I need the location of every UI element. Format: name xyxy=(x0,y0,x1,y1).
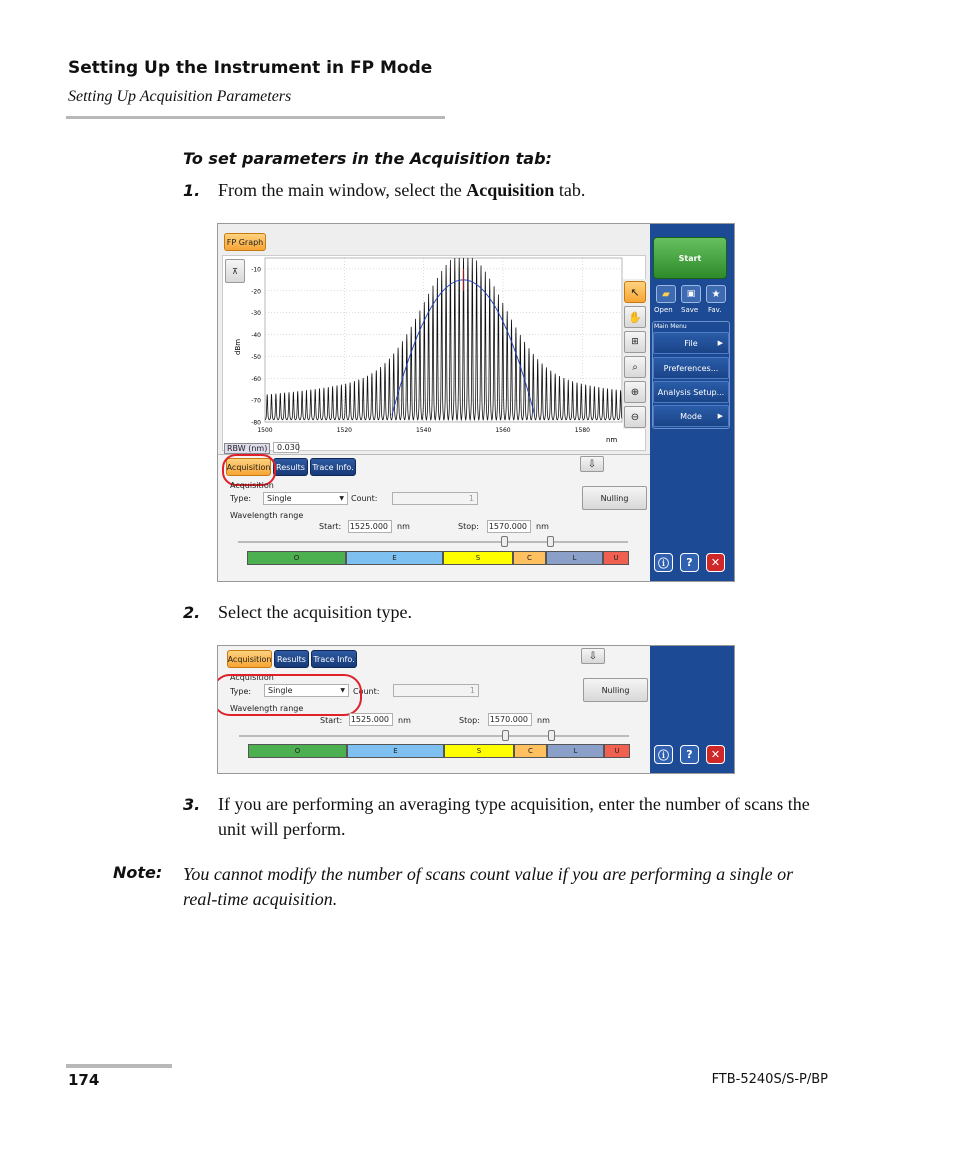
open-label: Open xyxy=(654,306,673,314)
type-select[interactable]: Single ▼ xyxy=(264,684,349,697)
note-label: Note: xyxy=(113,863,163,882)
pointer-icon[interactable]: ↖ xyxy=(624,281,646,303)
x-tick-label: 1540 xyxy=(416,427,432,434)
main-menu-label: Main Menu xyxy=(654,323,687,330)
x-tick-label: 1580 xyxy=(574,427,590,434)
y-tick-label: -40 xyxy=(251,332,261,340)
band-e: E xyxy=(347,744,444,758)
section-title: Setting Up the Instrument in FP Mode xyxy=(68,58,433,78)
procedure-title: To set parameters in the Acquisition tab: xyxy=(183,149,552,168)
band-l: L xyxy=(546,551,603,565)
count-input[interactable]: 1 xyxy=(392,492,478,505)
start-unit: nm xyxy=(398,716,411,725)
marker-icon[interactable]: ⊼ xyxy=(225,259,245,283)
range-start-handle[interactable] xyxy=(502,730,509,741)
y-tick-label: -70 xyxy=(251,397,261,405)
menu-item-analysis-setup[interactable]: Analysis Setup... xyxy=(653,381,729,403)
chevron-down-icon: ▼ xyxy=(340,687,345,694)
tab-trace-info[interactable]: Trace Info. xyxy=(310,458,356,476)
stop-unit: nm xyxy=(537,716,550,725)
x-tick-label: 1560 xyxy=(495,427,511,434)
stop-unit: nm xyxy=(536,522,549,531)
acquisition-section-label: Acquisition xyxy=(230,673,274,682)
fp-graph-tab[interactable]: FP Graph xyxy=(224,233,266,251)
save-icon[interactable]: ▣ xyxy=(681,285,701,303)
type-select[interactable]: Single ▼ xyxy=(263,492,348,505)
open-folder-icon[interactable]: ▰ xyxy=(656,285,676,303)
graph-toolbar xyxy=(623,279,647,429)
start-unit: nm xyxy=(397,522,410,531)
stop-label: Stop: xyxy=(458,522,479,531)
band-o: O xyxy=(248,744,347,758)
tab-results[interactable]: Results xyxy=(273,458,308,476)
range-stop-handle[interactable] xyxy=(547,536,554,547)
count-label: Count: xyxy=(353,687,380,696)
zoom-in-icon[interactable]: ⊕ xyxy=(624,381,646,403)
product-model: FTB-5240S/S-P/BP xyxy=(711,1072,828,1087)
band-c: C xyxy=(513,551,546,565)
range-stop-handle[interactable] xyxy=(548,730,555,741)
zoom-fit-icon[interactable]: ⊞ xyxy=(624,331,646,353)
arrow-right-icon: ▶ xyxy=(717,412,723,420)
collapse-down-icon[interactable]: ⇩ xyxy=(581,648,605,664)
zoom-out-icon[interactable]: ⊖ xyxy=(624,406,646,428)
menu-item-file[interactable]: File ▶ xyxy=(653,332,729,354)
spectrum-trace xyxy=(265,258,622,420)
step-3-text: If you are performing an averaging type acquisition, enter the number of scans the unit will perform. xyxy=(218,794,810,839)
nulling-button[interactable]: Nulling xyxy=(583,678,648,702)
range-slider-track xyxy=(239,735,629,737)
y-tick-label: -50 xyxy=(251,353,261,361)
x-tick-label: 1520 xyxy=(336,427,352,434)
tab-acquisition[interactable]: Acquisition xyxy=(227,650,272,668)
arrow-right-icon: ▶ xyxy=(717,339,723,347)
close-icon[interactable]: ✕ xyxy=(706,745,725,764)
band-l: L xyxy=(547,744,604,758)
step-2-text: Select the acquisition type. xyxy=(218,602,412,622)
save-label: Save xyxy=(681,306,699,314)
fav-label: Fav. xyxy=(708,306,722,314)
stop-label: Stop: xyxy=(459,716,480,725)
step-3-number: 3. xyxy=(183,795,201,814)
stop-input[interactable]: 1570.000 xyxy=(487,520,531,533)
section-subtitle: Setting Up Acquisition Parameters xyxy=(68,88,292,105)
count-label: Count: xyxy=(351,494,378,503)
tab-trace-info[interactable]: Trace Info. xyxy=(311,650,357,668)
info-icon[interactable]: ⓘ xyxy=(654,553,673,572)
rbw-label: RBW (nm) xyxy=(224,443,270,454)
zoom-icon[interactable]: ⌕ xyxy=(624,356,646,378)
help-icon[interactable]: ? xyxy=(680,553,699,572)
band-c: C xyxy=(514,744,547,758)
y-axis-label: dBm xyxy=(234,338,242,355)
band-s: S xyxy=(444,744,514,758)
range-slider-track xyxy=(238,541,628,543)
x-axis-unit: nm xyxy=(606,436,618,444)
screenshot-main-window xyxy=(217,223,735,582)
step-1-number: 1. xyxy=(183,181,201,200)
tab-acquisition[interactable]: Acquisition xyxy=(226,458,271,476)
range-start-handle[interactable] xyxy=(501,536,508,547)
band-u: U xyxy=(603,551,629,565)
footer-rule xyxy=(66,1064,172,1068)
wavelength-range-label: Wavelength range xyxy=(230,511,304,520)
step-2-number: 2. xyxy=(183,603,201,622)
y-tick-label: -60 xyxy=(251,375,261,383)
spectrum-chart xyxy=(218,252,650,452)
right-sidebar xyxy=(650,224,735,582)
start-label: Start: xyxy=(319,522,342,531)
start-input[interactable]: 1525.000 xyxy=(348,520,392,533)
band-u: U xyxy=(604,744,630,758)
favorite-star-icon[interactable]: ★ xyxy=(706,285,726,303)
page-number: 174 xyxy=(68,1071,100,1089)
chevron-down-icon: ▼ xyxy=(339,495,344,502)
note-text: You cannot modify the number of scans count value if you are performing a single or real-time acquisition. xyxy=(183,864,794,909)
band-o: O xyxy=(247,551,346,565)
right-sidebar xyxy=(650,646,735,774)
tab-results[interactable]: Results xyxy=(274,650,309,668)
band-e: E xyxy=(346,551,443,565)
header-rule xyxy=(66,116,445,119)
menu-item-preferences[interactable]: Preferences... xyxy=(653,357,729,379)
step-1-text: From the main window, select the Acquisition tab. xyxy=(218,180,586,200)
y-tick-label: -30 xyxy=(251,310,261,318)
menu-item-mode[interactable]: Mode ▶ xyxy=(653,405,729,427)
y-tick-label: -10 xyxy=(251,266,261,274)
type-label: Type: xyxy=(230,687,252,696)
help-icon[interactable]: ? xyxy=(680,745,699,764)
type-label: Type: xyxy=(230,494,252,503)
hand-icon[interactable]: ✋ xyxy=(624,306,646,328)
y-tick-label: -20 xyxy=(251,288,261,296)
wavelength-range-label: Wavelength range xyxy=(230,704,304,713)
band-s: S xyxy=(443,551,513,565)
acquisition-section-label: Acquisition xyxy=(230,481,274,490)
start-input[interactable]: 1525.000 xyxy=(349,713,393,726)
screenshot-acquisition-type xyxy=(217,645,735,774)
nulling-button[interactable]: Nulling xyxy=(582,486,647,510)
info-icon[interactable]: ⓘ xyxy=(654,745,673,764)
collapse-down-icon[interactable]: ⇩ xyxy=(580,456,604,472)
close-icon[interactable]: ✕ xyxy=(706,553,725,572)
x-tick-label: 1500 xyxy=(257,427,273,434)
start-button[interactable]: Start xyxy=(653,237,727,279)
start-label: Start: xyxy=(320,716,343,725)
count-input[interactable]: 1 xyxy=(393,684,479,697)
y-tick-label: -80 xyxy=(251,419,261,427)
stop-input[interactable]: 1570.000 xyxy=(488,713,532,726)
rbw-value: 0.030 xyxy=(273,442,299,453)
